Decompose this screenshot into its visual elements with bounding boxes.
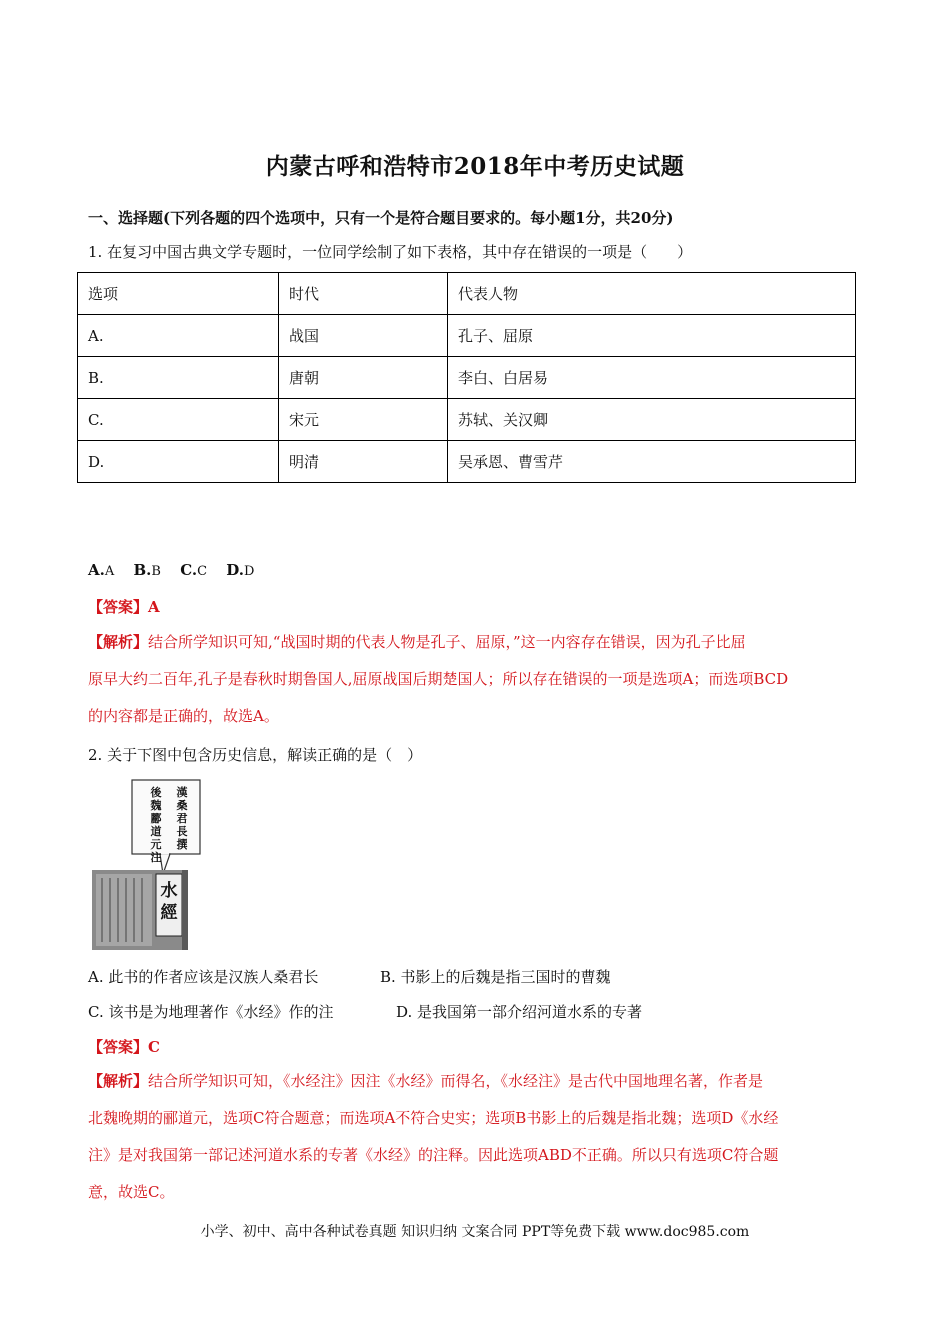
option-label: D. bbox=[226, 561, 244, 579]
question-2-option-a: A. 此书的作者应该是汉族人桑君长 bbox=[88, 968, 319, 986]
table-cell: 孔子、屈原 bbox=[448, 315, 856, 357]
option-value: B bbox=[151, 564, 161, 579]
option-label: C. bbox=[180, 561, 198, 579]
literature-table bbox=[77, 272, 856, 483]
answer-label: 【答案】 bbox=[88, 598, 149, 616]
table-row bbox=[78, 441, 856, 483]
analysis-line bbox=[88, 1063, 868, 1100]
question-2-stem: 2. 关于下图中包含历史信息，解读正确的是（ ） bbox=[88, 746, 423, 764]
section-heading: 一、选择题(下列各题的四个选项中，只有一个是符合题目要求的。每小题1分，共20分) bbox=[88, 209, 674, 227]
analysis-label: 【解析】 bbox=[88, 1072, 149, 1090]
analysis-line: 北魏晚期的郦道元，选项C符合题意；而选项A不符合史实；选项B书影上的后魏是指北魏；选项D《水经 bbox=[88, 1109, 779, 1127]
question-2-option-d: D. 是我国第一部介绍河道水系的专著 bbox=[396, 1003, 643, 1021]
table-cell: 唐朝 bbox=[279, 357, 448, 399]
analysis-line: 原早大约二百年,孔子是春秋时期鲁国人,屈原战国后期楚国人；所以存在错误的一项是选项A；而选项BCD bbox=[88, 670, 789, 688]
analysis-label: 【解析】 bbox=[88, 633, 149, 651]
option-value: C bbox=[197, 564, 208, 579]
analysis-line: 注》是对我国第一部记述河道水系的专著《水经》的注释。因此选项ABD不正确。所以只有选项C符合题 bbox=[88, 1146, 779, 1164]
book-title-text: 水經 bbox=[160, 881, 178, 923]
table-cell: 明清 bbox=[279, 441, 448, 483]
question-1-analysis bbox=[88, 624, 868, 735]
question-1-answer bbox=[88, 596, 160, 618]
table-cell: 战国 bbox=[279, 315, 448, 357]
table-row bbox=[78, 399, 856, 441]
question-2-option-c: C. 该书是为地理著作《水经》作的注 bbox=[88, 1003, 334, 1021]
table-header-cell: 代表人物 bbox=[448, 273, 856, 315]
table-cell: 苏轼、关汉卿 bbox=[448, 399, 856, 441]
table-cell: B. bbox=[78, 357, 279, 399]
table-cell: C. bbox=[78, 399, 279, 441]
table-cell: A. bbox=[78, 315, 279, 357]
option-label: B. bbox=[133, 561, 152, 579]
page-footer: 小学、初中、高中各种试卷真题 知识归纳 文案合同 PPT等免费下载 www.doc985.com bbox=[200, 1224, 750, 1240]
analysis-line: 意，故选C。 bbox=[88, 1183, 175, 1201]
page-title: 内蒙古呼和浩特市2018年中考历史试题 bbox=[265, 153, 685, 180]
table-header-cell: 时代 bbox=[279, 273, 448, 315]
analysis-text: 结合所学知识可知,“战国时期的代表人物是孔子、屈原，”这一内容存在错误，因为孔子比屈 bbox=[148, 633, 746, 651]
answer-value: C bbox=[148, 1038, 160, 1056]
answer-value: A bbox=[148, 598, 160, 616]
table-cell: 吴承恩、曹雪芹 bbox=[448, 441, 856, 483]
option-label: A. bbox=[88, 561, 105, 579]
analysis-text: 结合所学知识可知，《水经注》因注《水经》而得名，《水经注》是古代中国地理名著，作者是 bbox=[148, 1072, 764, 1090]
question-2-option-b: B. 书影上的后魏是指三国时的曹魏 bbox=[380, 968, 611, 986]
table-header-row bbox=[78, 273, 856, 315]
table-row bbox=[78, 357, 856, 399]
question-2-analysis bbox=[88, 1063, 868, 1211]
table-cell: 宋元 bbox=[279, 399, 448, 441]
callout-right-column: 漢 桑君長撰 bbox=[176, 786, 188, 851]
table-cell: 李白、白居易 bbox=[448, 357, 856, 399]
table-cell: D. bbox=[78, 441, 279, 483]
table-row bbox=[78, 315, 856, 357]
table-header-cell: 选项 bbox=[78, 273, 279, 315]
option-value: A bbox=[104, 564, 115, 579]
question-1-stem: 1. 在复习中国古典文学专题时，一位同学绘制了如下表格，其中存在错误的一项是（ ） bbox=[88, 243, 693, 261]
question-1-options bbox=[88, 561, 268, 579]
analysis-line: 的内容都是正确的，故选A。 bbox=[88, 707, 279, 725]
option-value: D bbox=[244, 564, 255, 579]
answer-label: 【答案】 bbox=[88, 1038, 149, 1056]
shuijing-book-figure bbox=[90, 776, 225, 952]
question-2-answer bbox=[88, 1036, 160, 1058]
analysis-line bbox=[88, 624, 868, 661]
callout-left-column: 後魏 酈道元注 bbox=[150, 786, 162, 864]
